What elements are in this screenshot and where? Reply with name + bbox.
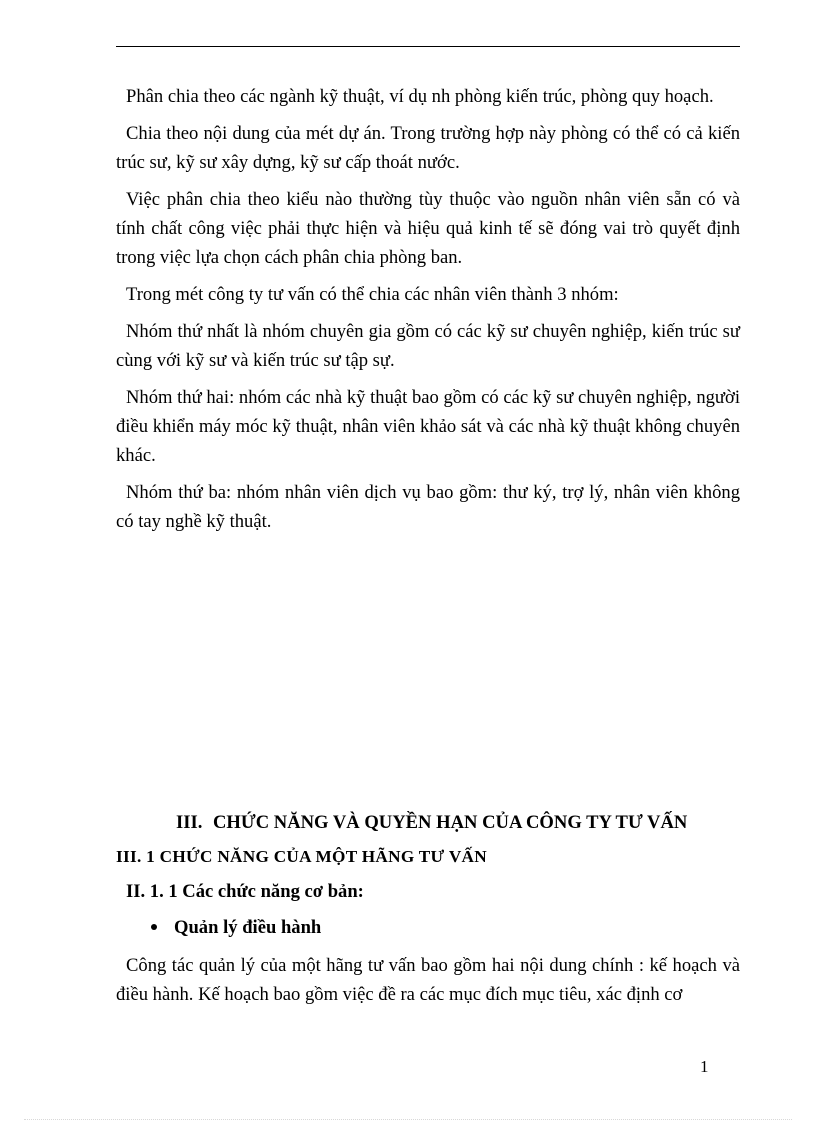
bullet-icon [151,924,157,930]
paragraph: Chia theo nội dung của mét dự án. Trong trường hợp này phòng có thể có cả kiến trúc sư, kỹ sư xây dựng, kỹ sư cấp thoát nước. [116,123,740,173]
bullet-text: Quản lý điều hành [174,917,322,938]
subsection-heading: III. 1 CHỨC NĂNG CỦA MỘT HÃNG TƯ VẤN [116,847,487,866]
paragraph: Trong mét công ty tư vấn có thể chia các nhân viên thành 3 nhóm: [126,284,619,305]
header-rule [116,46,740,47]
sub-subsection-heading: II. 1. 1 Các chức năng cơ bản: [126,881,364,902]
paragraph: Nhóm thứ ba: nhóm nhân viên dịch vụ bao gồm: thư ký, trợ lý, nhân viên không có tay nghề kỹ thuật. [116,482,740,532]
section-title: CHỨC NĂNG VÀ QUYỀN HẠN CỦA CÔNG TY TƯ VẤN [213,812,688,833]
body-text [116,82,740,544]
paragraph: Việc phân chia theo kiểu nào thường tùy thuộc vào nguồn nhân viên sẵn có và tính chất công việc phải thực hiện và hiệu quả kinh tế sẽ đóng vai trò quyết định trong việc lựa chọn cách phân chia phòng ban. [116,189,740,268]
paragraph: Nhóm thứ nhất là nhóm chuyên gia gồm có các kỹ sư chuyên nghiệp, kiến trúc sư cùng với kỹ sư và kiến trúc sư tập sự. [116,321,740,371]
paragraph: Phân chia theo các ngành kỹ thuật, ví dụ nh phòng kiến trúc, phòng quy hoạch. [126,86,714,107]
page-number: 1 [700,1057,709,1076]
section-heading [176,810,740,836]
section-number: III. [176,812,203,833]
bullet-item [151,915,321,941]
paragraph: Nhóm thứ hai: nhóm các nhà kỹ thuật bao gồm có các kỹ sư chuyên nghiệp, người điều khiển máy móc kỹ thuật, nhân viên khảo sát và các nhà kỹ thuật không chuyên khác. [116,387,740,466]
closing-paragraph: Công tác quản lý của một hãng tư vấn bao gồm hai nội dung chính : kế hoạch và điều hành. Kế hoạch bao gồm việc đề ra các mục đích mục tiêu, xác định cơ [116,955,740,1005]
closing-block [116,951,740,1017]
footer-rule [24,1119,792,1120]
